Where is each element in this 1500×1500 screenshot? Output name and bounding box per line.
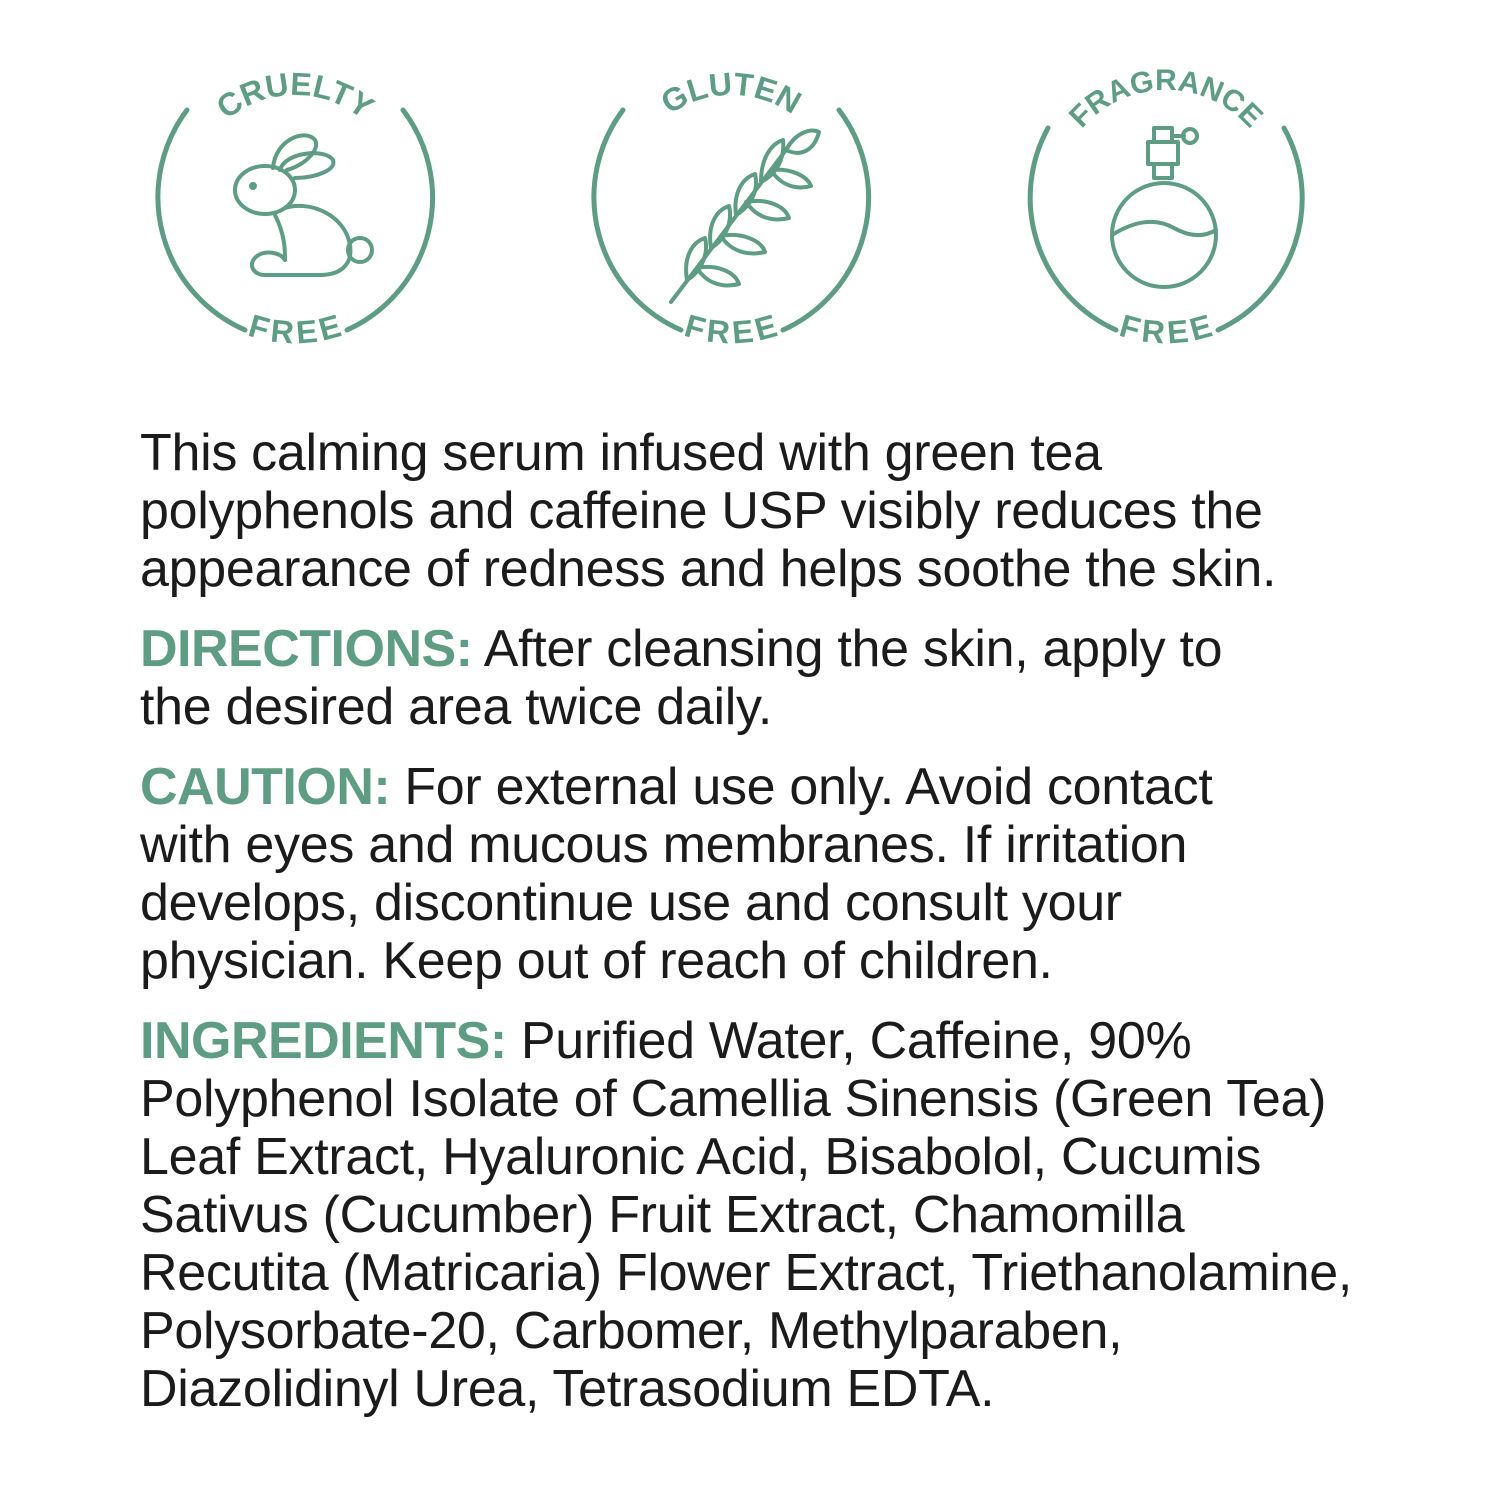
badge-top-text: FRAGRANCE	[1063, 64, 1269, 134]
badge-row	[0, 0, 1500, 380]
ingredients-label: INGREDIENTS:	[140, 1012, 507, 1070]
gluten-free-badge	[571, 40, 891, 360]
badge-bottom-text: FREE	[1115, 307, 1216, 351]
rabbit-icon	[235, 135, 372, 275]
badge-top-text: GLUTEN	[654, 65, 808, 121]
directions-paragraph	[140, 620, 1440, 736]
wheat-icon	[671, 131, 819, 302]
cruelty-free-badge-graphic	[135, 40, 455, 360]
ingredients-text: Purified Water, Caffeine, 90%	[506, 1012, 1192, 1070]
ingredients-line: Polyphenol Isolate of Camellia Sinensis (Green Tea)	[140, 1070, 1327, 1128]
caution-paragraph	[140, 758, 1440, 990]
directions-label: DIRECTIONS:	[140, 620, 473, 678]
caution-line: with eyes and mucous membranes. If irritation	[140, 816, 1188, 874]
caution-label: CAUTION:	[140, 758, 391, 816]
directions-line: the desired area twice daily.	[140, 678, 773, 736]
caution-line: physician. Keep out of reach of children.	[140, 932, 1053, 990]
fragrance-free-badge	[1006, 40, 1326, 360]
badge-bottom-text: FREE	[244, 307, 345, 351]
ingredients-line: Recutita (Matricaria) Flower Extract, Triethanolamine,	[140, 1244, 1352, 1302]
description-paragraph	[140, 424, 1440, 598]
directions-line	[140, 620, 1440, 678]
description-line: This calming serum infused with green tea	[140, 424, 1102, 482]
directions-text: After cleansing the skin, apply to	[472, 620, 1223, 678]
ingredients-line: Sativus (Cucumber) Fruit Extract, Chamomilla	[140, 1186, 1185, 1244]
ingredients-line	[140, 1012, 1440, 1070]
badge-bottom-text: FREE	[680, 307, 781, 351]
gluten-free-badge-graphic	[571, 40, 891, 360]
description-line: polyphenols and caffeine USP visibly reduces the	[140, 482, 1263, 540]
ingredients-line: Leaf Extract, Hyaluronic Acid, Bisabolol, Cucumis	[140, 1128, 1262, 1186]
fragrance-free-badge-graphic	[1006, 40, 1326, 360]
caution-line	[140, 758, 1440, 816]
ingredients-line: Diazolidinyl Urea, Tetrasodium EDTA.	[140, 1360, 995, 1418]
cruelty-free-badge	[135, 40, 455, 360]
ingredients-paragraph	[140, 1012, 1440, 1418]
description-line: appearance of redness and helps soothe the skin.	[140, 540, 1277, 598]
caution-text: For external use only. Avoid contact	[390, 758, 1213, 816]
perfume-bottle-icon	[1112, 128, 1216, 287]
caution-line: develops, discontinue use and consult your	[140, 874, 1122, 932]
product-info	[140, 424, 1440, 1440]
badge-top-text: CRUELTY	[209, 65, 381, 126]
ingredients-line: Polysorbate-20, Carbomer, Methylparaben,	[140, 1302, 1123, 1360]
